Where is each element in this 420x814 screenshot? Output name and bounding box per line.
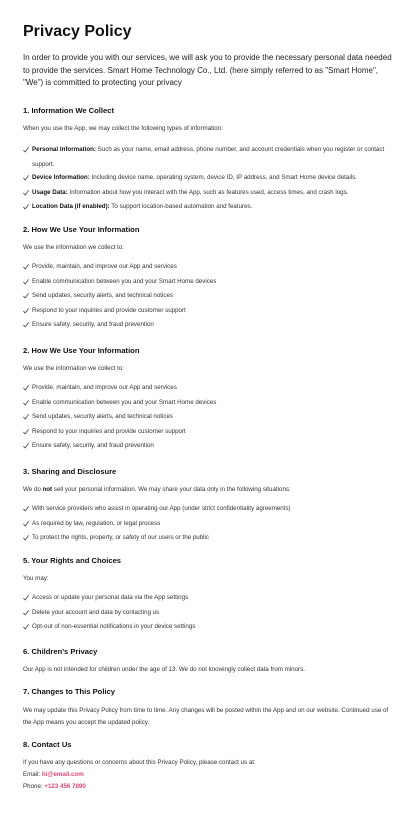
check-icon [23, 534, 29, 542]
item-text: Respond to your inquiries and provide customer support [32, 306, 186, 314]
item-text: To support location-based automation and features. [109, 203, 253, 210]
list-item [23, 533, 396, 543]
check-icon [23, 520, 29, 528]
contact-phone-row [23, 782, 396, 792]
section-sharing-disclosure [23, 467, 396, 543]
check-icon [23, 594, 29, 602]
section-title: 2. How We Use Your Information [23, 346, 140, 355]
list-item [23, 277, 396, 287]
list-item [23, 412, 396, 422]
section-contact-us [23, 740, 396, 792]
list-item [23, 519, 396, 529]
collect-list [23, 143, 396, 212]
item-text: Access or update your personal data via the App settings [32, 594, 189, 601]
check-icon [23, 384, 29, 392]
item-text: Delete your account and data by contacting us [32, 608, 160, 616]
check-icon [23, 442, 29, 450]
list-item [23, 306, 396, 316]
item-text: With service providers who assist in operating our App (under strict confidentiality agreements) [32, 505, 291, 512]
item-label: Personal Information: [32, 146, 96, 153]
item-text: Ensure safety, security, and fraud prevention [32, 321, 154, 328]
lead-text: We do [23, 486, 43, 493]
check-icon [23, 623, 29, 631]
check-icon [23, 307, 29, 315]
privacy-policy-page [0, 0, 420, 90]
section-text: Our App is not intended for children under the age of 13. We do not knowingly collect data from minors. [23, 666, 305, 673]
contact-email-row [23, 770, 396, 780]
check-icon [23, 174, 29, 182]
check-icon [23, 321, 29, 329]
item-label: Usage Data: [32, 188, 68, 196]
check-icon [23, 146, 29, 154]
lead-emphasis: not [42, 486, 53, 493]
email-link[interactable]: hi@email.com [41, 771, 84, 778]
list-item [23, 143, 396, 172]
lead-text: sell your personal information. We may share your data only in the following situations: [52, 486, 291, 493]
check-icon [23, 505, 29, 513]
item-text: To protect the rights, property, or safety of our users or the public [32, 534, 210, 541]
rights-list [23, 593, 396, 632]
section-lead: When you use the App, we may collect the following types of information: [23, 125, 223, 132]
check-icon [23, 609, 29, 617]
item-text: Enable communication between you and your Smart Home devices [32, 277, 217, 285]
list-item [23, 427, 396, 437]
section-lead [23, 485, 396, 495]
section-title: 2. How We Use Your Information [23, 225, 140, 234]
item-text: Provide, maintain, and improve our App and services [32, 384, 177, 391]
list-item [23, 622, 396, 632]
item-text: Provide, maintain, and improve our App and services [32, 263, 177, 270]
section-lead: We use the information we collect to: [23, 244, 124, 251]
list-item [23, 262, 396, 272]
check-icon [23, 203, 29, 211]
item-label: Location Data (if enabled): [32, 203, 110, 210]
list-item [23, 188, 396, 198]
section-changes-policy [23, 687, 396, 729]
check-icon [23, 413, 29, 421]
page-title: Privacy Policy [23, 23, 132, 40]
phone-link[interactable]: +123 456 7890 [44, 783, 86, 790]
check-icon [23, 278, 29, 286]
section-rights-choices [23, 556, 396, 632]
use-list [23, 262, 396, 330]
list-item [23, 504, 396, 514]
check-icon [23, 263, 29, 271]
list-item [23, 593, 396, 603]
check-icon [23, 428, 29, 436]
list-item [23, 173, 396, 183]
list-item [23, 608, 396, 618]
item-text: Respond to your inquiries and provide customer support [32, 427, 186, 435]
item-text: Ensure safety, security, and fraud prevention [32, 442, 154, 449]
list-item [23, 383, 396, 393]
list-item [23, 291, 396, 301]
item-label: Device Information: [32, 174, 90, 181]
email-label: Email: [23, 771, 42, 778]
section-title: 8. Contact Us [23, 740, 72, 749]
list-item [23, 320, 396, 330]
item-text: Such as your name, email address, phone number, and account credentials when you register or contact support. [32, 146, 385, 168]
item-text: Information about how you interact with the App, such as features used, access times, and crash logs. [67, 188, 349, 196]
item-text: Including device name, operating system, device ID, IP address, and Smart Home device details. [89, 174, 357, 181]
section-text: We may update this Privacy Policy from time to time. Any changes will be posted within the App and on our website. Continued use of the App means you accept the updated policy. [23, 707, 389, 726]
check-icon [23, 292, 29, 300]
list-item [23, 398, 396, 408]
section-childrens-privacy [23, 647, 396, 675]
item-text: Enable communication between you and your Smart Home devices [32, 398, 217, 406]
section-title: 3. Sharing and Disclosure [23, 467, 117, 476]
item-text: Send updates, security alerts, and technical notices [32, 292, 174, 299]
section-lead: If you have any questions or concerns about this Privacy Policy, please contact us at: [23, 759, 256, 766]
check-icon [23, 399, 29, 407]
list-item [23, 441, 396, 451]
list-item [23, 202, 396, 212]
section-title: 5. Your Rights and Choices [23, 556, 122, 565]
section-title: 1. Information We Collect [23, 106, 114, 115]
use-list [23, 383, 396, 451]
section-lead: You may: [23, 575, 49, 582]
sharing-list [23, 504, 396, 543]
section-title: 7. Changes to This Policy [23, 687, 115, 696]
check-icon [23, 189, 29, 197]
item-text: As required by law, regulation, or legal process [32, 519, 161, 527]
section-how-we-use-1 [23, 225, 396, 330]
section-title: 6. Children's Privacy [23, 647, 98, 656]
section-lead: We use the information we collect to: [23, 365, 124, 372]
intro-paragraph: In order to provide you with our services, we will ask you to provide the necessary personal data needed to provide the services. Smart Home Technology Co., Ltd. (here simply referred to as "Smart Home", "We") is committed to protecting your privacy [23, 53, 392, 87]
item-text: Opt-out of non-essential notifications in your device settings [32, 623, 196, 630]
section-how-we-use-2 [23, 346, 396, 451]
section-information-we-collect [23, 106, 396, 212]
item-text: Send updates, security alerts, and technical notices [32, 413, 174, 420]
phone-label: Phone: [23, 783, 45, 790]
